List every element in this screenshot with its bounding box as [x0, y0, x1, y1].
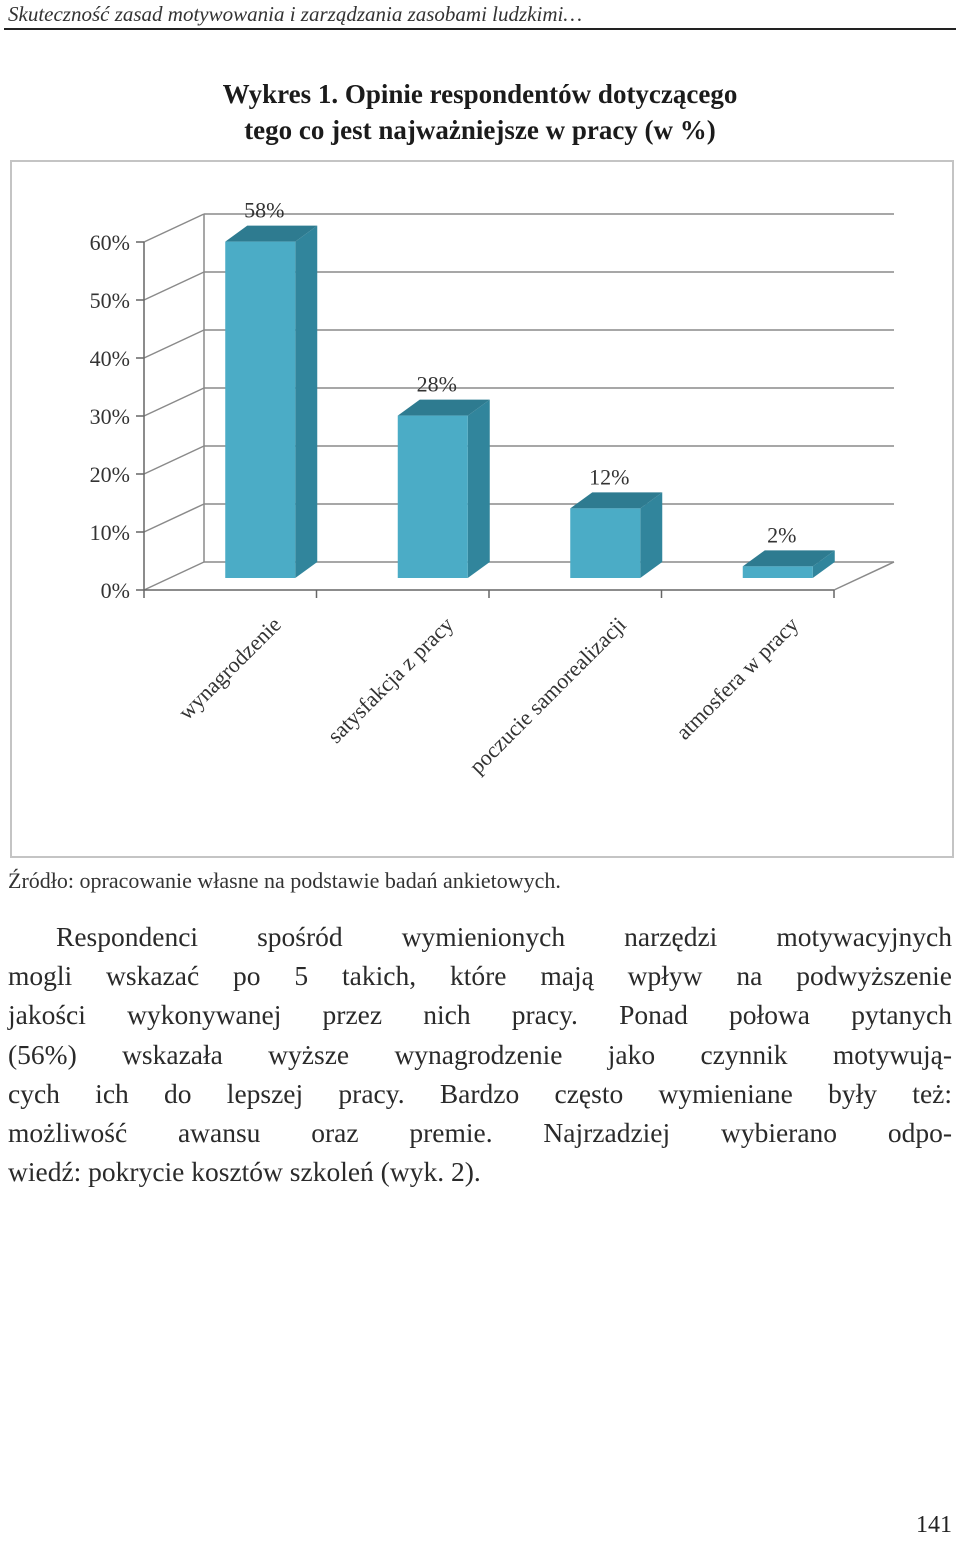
paragraph-line: możliwość awansu oraz premie. Najrzadziej wybierano odpo- — [8, 1117, 952, 1149]
figure-title — [0, 76, 960, 148]
gridline-side — [144, 504, 204, 532]
data-label: 2% — [767, 522, 797, 548]
gridline-side — [144, 562, 204, 590]
floor-right-edge — [834, 562, 894, 590]
gridline-side — [144, 330, 204, 358]
bar-side — [295, 226, 317, 578]
bar-side — [468, 400, 490, 578]
body-paragraph — [8, 917, 952, 1191]
paragraph-line: mogli wskazać po 5 takich, które mają wpływ na podwyższenie — [8, 960, 952, 992]
figure-title-line-1: Wykres 1. Opinie respondentów dotyczącego — [222, 79, 738, 109]
gridline-side — [144, 272, 204, 300]
data-label: 28% — [416, 371, 457, 397]
gridline-side — [144, 446, 204, 474]
y-tick-label: 20% — [89, 462, 130, 487]
running-head: Skuteczność zasad motywowania i zarządzania zasobami ludzkimi… — [8, 2, 583, 26]
paragraph-line: jakości wykonywanej przez nich pracy. Ponad połowa pytanych — [8, 999, 952, 1031]
category-label: satysfakcja z pracy — [322, 611, 459, 748]
category-label: poczucie samorealizacji — [464, 611, 631, 779]
y-tick-label: 50% — [89, 288, 130, 313]
bar — [398, 416, 468, 578]
paragraph-line: (56%) wskazała wyższe wynagrodzenie jako czynnik motywują- — [8, 1038, 952, 1070]
bar — [570, 508, 640, 578]
data-label: 58% — [244, 197, 285, 223]
paragraph-line: cych ich do lepszej pracy. Bardzo często wymieniane były też: — [8, 1077, 952, 1109]
category-label: atmosfera w pracy — [670, 611, 804, 745]
paragraph-line: Respondenci spośród wymienionych narzędzi motywacyjnych — [56, 921, 952, 952]
gridline-side — [144, 388, 204, 416]
gridline-side — [144, 214, 204, 242]
chart-frame — [10, 160, 954, 858]
y-tick-label: 10% — [89, 520, 130, 545]
figure-source: Źródło: opracowanie własne na podstawie badań ankietowych. — [8, 868, 561, 893]
bar — [743, 566, 813, 578]
bar-chart — [12, 162, 952, 856]
y-tick-label: 60% — [89, 230, 130, 255]
bar — [225, 242, 295, 578]
page-number: 141 — [916, 1512, 952, 1538]
y-tick-label: 40% — [89, 346, 130, 371]
y-tick-label: 30% — [89, 404, 130, 429]
y-tick-label: 0% — [100, 578, 130, 603]
paragraph-line: wiedź: pokrycie kosztów szkoleń (wyk. 2). — [8, 1156, 481, 1188]
header-rule — [4, 28, 956, 30]
category-label: wynagrodzenie — [173, 611, 286, 725]
data-label: 12% — [589, 464, 630, 490]
figure-title-line-2: tego co jest najważniejsze w pracy (w %) — [244, 115, 716, 145]
